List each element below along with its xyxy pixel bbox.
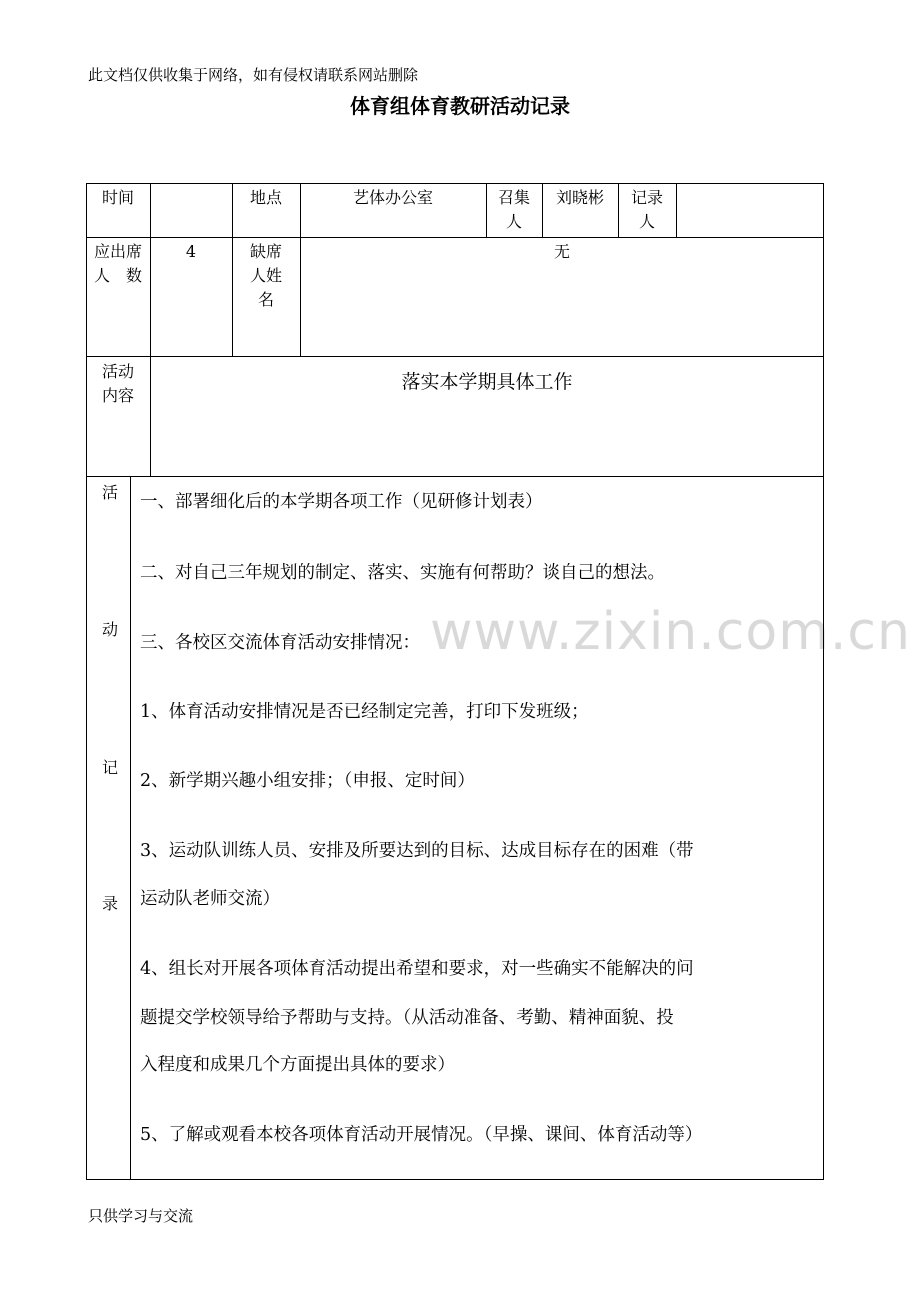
record-line: 二、对自己三年规划的制定、落实、实施有何帮助？谈自己的想法。 [140, 563, 665, 583]
record-line: 入程度和成果几个方面提出具体的要求） [140, 1055, 455, 1075]
place-label: 地点 [249, 188, 282, 207]
record-label-char: 动 [101, 620, 118, 639]
col-divider [618, 183, 619, 237]
record-label-char: 活 [101, 483, 118, 502]
record-line: 三、各校区交流体育活动安排情况： [140, 633, 420, 653]
convener-label: 召集人 [497, 188, 530, 231]
record-line: 运动队老师交流） [140, 889, 280, 909]
convener-value: 刘晓彬 [555, 188, 604, 207]
absent-names-value: 无 [553, 242, 570, 261]
row-divider [86, 237, 824, 238]
place-value: 艺体办公室 [352, 188, 433, 207]
page-title: 体育组体育教研活动记录 [350, 94, 570, 118]
record-line: 4、组长对开展各项体育活动提出希望和要求，对一些确实不能解决的问 [140, 959, 694, 979]
record-line: 题提交学校领导给予帮助与支持。（从活动准备、考勤、精神面貌、投 [140, 1008, 674, 1028]
record-line: 3、运动队训练人员、安排及所要达到的目标、达成目标存在的困难（带 [140, 841, 694, 861]
col-divider [486, 183, 487, 237]
activity-content-value: 落实本学期具体工作 [401, 371, 573, 393]
time-label: 时间 [101, 188, 134, 207]
row-divider [86, 476, 824, 477]
record-table [86, 183, 824, 1180]
expected-attendance-value: 4 [185, 242, 197, 261]
col-divider [150, 183, 151, 357]
record-line: 1、体育活动安排情况是否已经制定完善，打印下发班级； [140, 702, 589, 722]
watermark: www.zixin.com.cn [430, 602, 911, 662]
record-line: 一、部署细化后的本学期各项工作（见研修计划表） [140, 492, 543, 512]
record-line: 2、新学期兴趣小组安排；（申报、定时间） [140, 771, 475, 791]
absent-names-label: 缺席人姓名 [250, 242, 283, 309]
record-line: 5、了解或观看本校各项体育活动开展情况。（早操、课间、体育活动等） [140, 1125, 703, 1145]
footer-note: 只供学习与交流 [88, 1207, 194, 1225]
record-label-char: 录 [101, 894, 118, 913]
record-label-char: 记 [101, 758, 118, 777]
header-note: 此文档仅供收集于网络，如有侵权请联系网站删除 [88, 66, 419, 84]
expected-attendance-label: 应出席人 数 [93, 242, 142, 285]
activity-content-label: 活动内容 [102, 362, 135, 405]
col-divider [676, 183, 677, 237]
recorder-label: 记录人 [630, 188, 663, 231]
col-divider [130, 476, 131, 1180]
row-divider [86, 356, 824, 357]
